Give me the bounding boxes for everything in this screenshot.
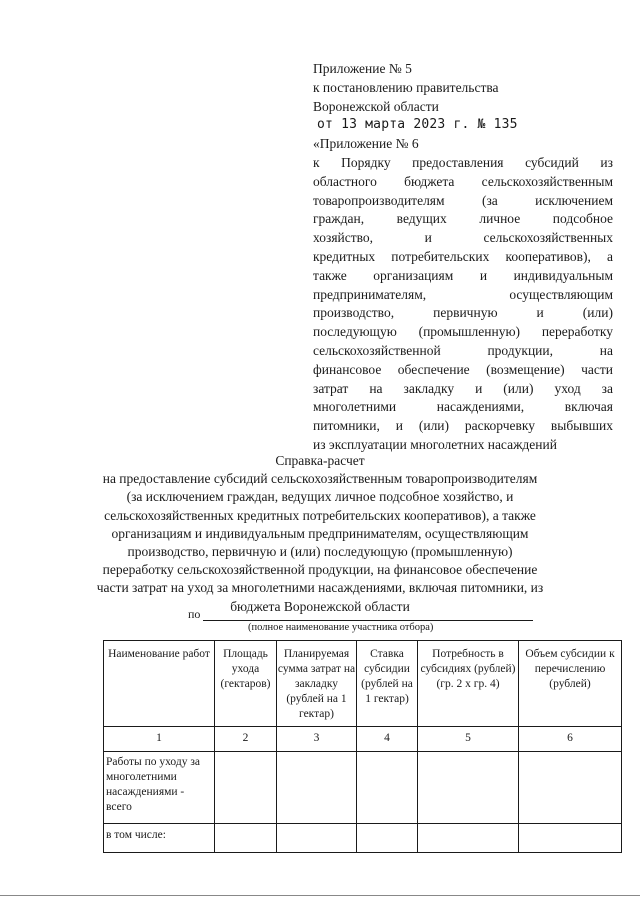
table-cell[interactable]	[418, 824, 519, 853]
procedure-line: граждан, ведущих личное подсобное	[313, 211, 613, 227]
procedure-line-last: из эксплуатации многолетних насаждений	[313, 436, 557, 452]
column-header-subsidy-need: Потребность в субсидиях (рублей) (гр. 2 х гр. 4)	[418, 641, 519, 727]
procedure-line: финансовое обеспечение (возмещение) части	[313, 361, 613, 377]
certificate-title-line: сельскохозяйственных кредитных потребительских кооперативов), а также	[104, 507, 536, 523]
procedure-line: хозяйство, и сельскохозяйственных	[313, 230, 613, 246]
table-row	[104, 824, 622, 853]
column-header-area: Площадь ухода (гектаров)	[215, 641, 277, 727]
column-number: 4	[357, 727, 418, 752]
participant-prefix: по	[188, 607, 201, 621]
column-header-subsidy-amount: Объем субсидии к перечислению (рублей)	[519, 641, 622, 727]
table-cell[interactable]	[215, 824, 277, 853]
appendix-region: Воронежской области	[313, 98, 439, 114]
page-bottom-divider	[0, 895, 640, 896]
table-cell[interactable]	[418, 752, 519, 824]
table-cell[interactable]	[277, 752, 357, 824]
certificate-title	[60, 452, 580, 616]
table-cell[interactable]	[277, 824, 357, 853]
procedure-line: питомники, и (или) раскорчевку выбывших	[313, 418, 613, 434]
table-cell[interactable]	[357, 824, 418, 853]
table-cell[interactable]	[357, 752, 418, 824]
appendix-header	[313, 60, 613, 455]
procedure-line: производство, первичную и (или)	[313, 305, 613, 321]
resolution-date-stamp: от 13 марта 2023 г. № 135	[317, 117, 518, 133]
certificate-title-line: части затрат на уход за многолетними насаждениями, включая питомники, из	[96, 580, 544, 596]
table-cell[interactable]	[215, 752, 277, 824]
row-label-total: Работы по уходу за многолетними насаждениями - всего	[104, 752, 215, 824]
procedure-line: кредитных потребительских кооперативов), а	[313, 248, 613, 264]
sub-appendix-number: «Приложение № 6	[313, 136, 419, 152]
procedure-line: товаропроизводителям (за исключением	[313, 192, 613, 208]
calculation-table	[103, 640, 622, 853]
table-row	[104, 752, 622, 824]
certificate-title-line: на предоставление субсидий сельскохозяйственным товаропроизводителям	[102, 471, 538, 487]
appendix-to-resolution: к постановлению правительства	[313, 79, 499, 95]
procedure-line: предпринимателям, осуществляющим	[313, 286, 613, 302]
table-cell[interactable]	[519, 824, 622, 853]
certificate-title-line: организациям и индивидуальным предпринимателям, осуществляющим	[111, 525, 529, 541]
column-number: 6	[519, 727, 622, 752]
table-numbering-row	[104, 727, 622, 752]
column-header-planned-cost: Планируемая сумма затрат на закладку (рублей на 1 гектар)	[277, 641, 357, 727]
column-number: 5	[418, 727, 519, 752]
certificate-title-line: бюджета Воронежской области	[230, 598, 410, 614]
certificate-title-line: переработку сельскохозяйственной продукции, на финансовое обеспечение	[102, 562, 538, 578]
procedure-line: затрат на закладку и (или) уход за	[313, 380, 613, 396]
column-number: 1	[104, 727, 215, 752]
table-header-row	[104, 641, 622, 727]
procedure-line: также организациям и индивидуальным	[313, 267, 613, 283]
column-header-subsidy-rate: Ставка субсидии (рублей на 1 гектар)	[357, 641, 418, 727]
procedure-line: областного бюджета сельскохозяйственным	[313, 173, 613, 189]
procedure-line: многолетними насаждениями, включая	[313, 399, 613, 415]
participant-blank-line[interactable]	[203, 620, 533, 621]
certificate-heading: Справка-расчет	[275, 453, 365, 468]
certificate-title-line: производство, первичную и (или) последующую (промышленную)	[127, 544, 513, 560]
participant-caption: (полное наименование участника отбора)	[248, 622, 434, 633]
column-number: 3	[277, 727, 357, 752]
appendix-number: Приложение № 5	[313, 61, 412, 76]
procedure-line: последующую (промышленную) переработку	[313, 324, 613, 340]
row-label-including: в том числе:	[104, 824, 215, 853]
certificate-title-line: (за исключением граждан, ведущих личное подсобное хозяйство, и	[126, 489, 514, 505]
column-header-work-name: Наименование работ	[104, 641, 215, 727]
column-number: 2	[215, 727, 277, 752]
procedure-line: сельскохозяйственной продукции, на	[313, 342, 613, 358]
procedure-line: к Порядку предоставления субсидий из	[313, 154, 613, 170]
table-cell[interactable]	[519, 752, 622, 824]
